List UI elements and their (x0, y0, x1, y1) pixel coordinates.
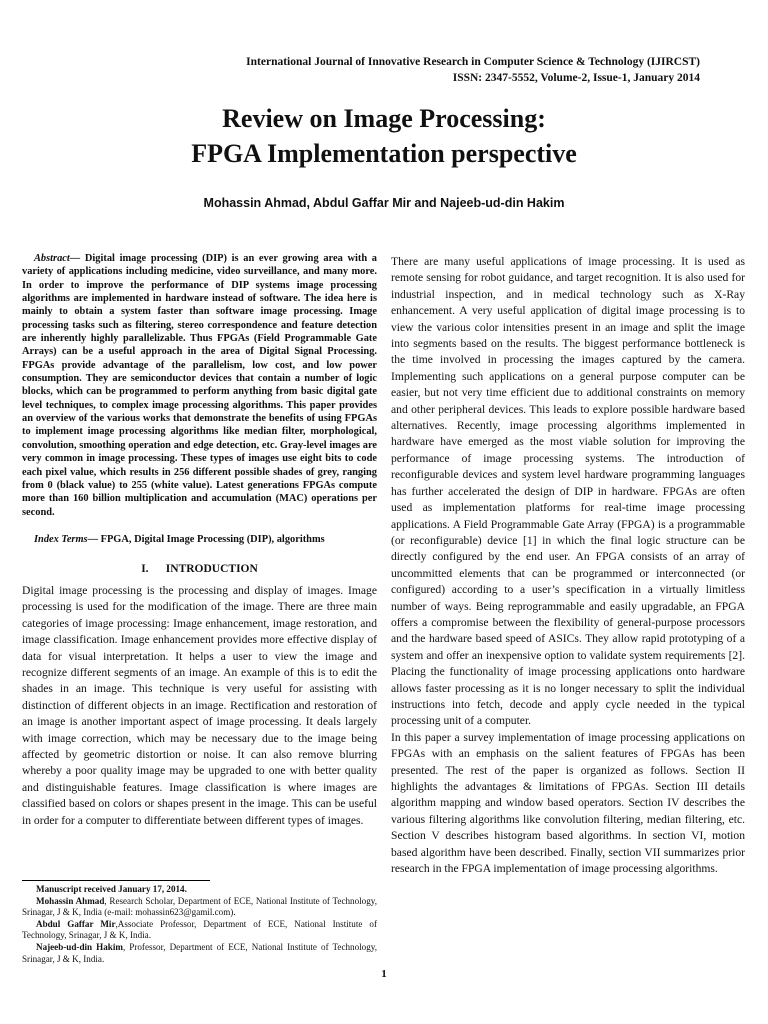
index-terms (22, 533, 377, 547)
right-column (391, 254, 745, 877)
index-terms-text: — FPGA, Digital Image Processing (DIP), algorithms (87, 533, 325, 545)
footnote-author2-name: Abdul Gaffar Mir (36, 918, 116, 929)
footnote-author1-name: Mohassin Ahmad (36, 895, 105, 906)
footnote-author2-text: ,Associate Professor, Department of ECE, National Institute of Technology, Srinagar, J & K, India. (22, 918, 377, 941)
manuscript-received: Manuscript received January 17, 2014. (36, 884, 187, 894)
section-heading-introduction: I. INTRODUCTION (141, 562, 258, 575)
footnotes (22, 884, 377, 965)
journal-issue: ISSN: 2347-5552, Volume-2, Issue-1, January 2014 (452, 72, 700, 84)
page-number: 1 (381, 968, 387, 980)
left-column (22, 252, 377, 829)
footnote-author1-text: , Research Scholar, Department of ECE, National Institute of Technology, Srinagar, J & K, India (e-mail: mohassin623@gamil.com). (22, 895, 377, 918)
abstract (22, 252, 377, 519)
index-terms-label: Index Terms (34, 533, 88, 545)
footnote-author3-name: Najeeb-ud-din Hakim (36, 941, 123, 952)
footnote-author1 (22, 896, 377, 919)
introduction-paragraph: Digital image processing is the processing and display of images. Image processing is used for the modification of the image. There are three main categories of image processing: Image enhancement, image restoration, and image classification. Image enhancement provides more effective display of data for visual interpretation. It helps a user to view the image and recognize different segments of an image. An example of this is to edit the shades in an image. This technique is very useful for assisting with distinction of different objects in an image. Rectification and restoration of an image is another important aspect of image processing. It deals largely with image correction, which may be necessary due to the image being affected by geometric distortion or noise. It can also remove blurring whereby a poor quality image may be upgraded to one with better quality and distinguishable features. Image classification is where images are classified based on colors or shapes present in the image. This can be useful in order for a computer to differentiate between different types of images. (22, 583, 377, 827)
footnote-author2 (22, 919, 377, 942)
abstract-text: Digital image processing (DIP) is an ever growing area with a variety of applications including medicine, video surveillance, and many more. In order to improve the performance of DIP systems image processing algorithms are implemented in hardware instead of software. The idea here is mainly to obtain a system faster than software image processing. Image processing tasks such as filtering, stereo correspondence and feature detection are inherently highly parallelizable. Thus FPGAs (Field Programmable Gate Arrays) can be a useful approach in the area of Digital Signal Processing. FPGAs provide advantage of the parallelism, low cost, and low power consumption. They are semiconductor devices that contain a number of logic blocks, which can be programmed to perform anything from basic digital gate level techniques, to complex image processing algorithms. This paper provides an overview of the various works that demonstrate the benefits of using FPGAs to implement image processing algorithms like median filter, morphological, convolution, smoothing operation and edge detection, etc. Gray-level images are very common in image processing. These types of images use eight bits to code each pixel value, which results in 256 different possible shades of grey, ranging from 0 (black value) to 255 (white value). Latest generations FPGAs compute more than 160 billion multiplication and accumulation (MAC) operations per second. (22, 253, 377, 518)
paper-organization-paragraph: In this paper a survey implementation of image processing applications on FPGAs with an emphasis on the salient features of FPGAs has been presented. The rest of the paper is organized as follows. Section II highlights the advantages & limitations of FPGAs. Section III details algorithm mapping and window based operators. Section IV describes the various filtering algorithms like convolution filtering, median filtering, etc. Section V describes histogram based algorithms. In section VI, motion based algorithm have been described. Finally, section VII summarizes prior research in the FPGA implementation of image processing algorithms. (391, 730, 745, 876)
abstract-label: Abstract— (34, 253, 81, 264)
paper-title-line2: FPGA Implementation perspective (191, 139, 577, 168)
footnote-author3 (22, 942, 377, 965)
paper-title-line1: Review on Image Processing: (222, 104, 546, 133)
footnote-divider (22, 880, 210, 881)
author-list: Mohassin Ahmad, Abdul Gaffar Mir and Najeeb-ud-din Hakim (203, 196, 565, 210)
applications-paragraph: There are many useful applications of image processing. It is used as remote sensing for robot guidance, and target recognition. It is also used for industrial inspection, and in medical technology such as X-Ray enhancement. A very useful application of digital image processing is to view the various color intensities present in an image and split the image into segments based on the results. The biggest performance bottleneck is the time involved in processing the images captured by the camera. Implementing such applications on a general purpose computer can be easier, but not very time efficient due to additional constraints on memory and other peripheral devices. This leads to explore possible hardware based alternatives. Recently, image processing algorithms implemented in hardware have emerged as the most viable solution for improving the performance of image processing systems. The introduction of reconfigurable devices and system level hardware programming languages has further accelerated the design of DIP in hardware. FPGAs are often used as implementation platforms for real-time image processing applications. A Field Programmable Gate Array (FPGA) is a programmable (or reconfigurable) device [1] in which the final logic structure can be directly configured by the end user. An FPGA consists of an array of uncommitted elements that can be programmed or interconnected (or configured) according to a user’s specification in a virtually limitless number of ways. Being reprogrammable and easily upgradable, an FPGA offers a compromise between the flexibility of general-purpose processors and the hardware based speed of ASICs. They allow rapid prototyping of a system and offer an inexpensive option to validate system requirements [2]. Placing the functionality of image processing applications onto hardware allows faster processing as it is no longer necessary to split the individual instructions into fetch, decode and apply cycle needed in the typical processing unit of a computer. (391, 255, 745, 728)
journal-name: International Journal of Innovative Research in Computer Science & Technology (IJIRCST) (246, 56, 700, 68)
footnote-author3-text: , Professor, Department of ECE, National Institute of Technology, Srinagar, J & K, India. (22, 941, 377, 964)
